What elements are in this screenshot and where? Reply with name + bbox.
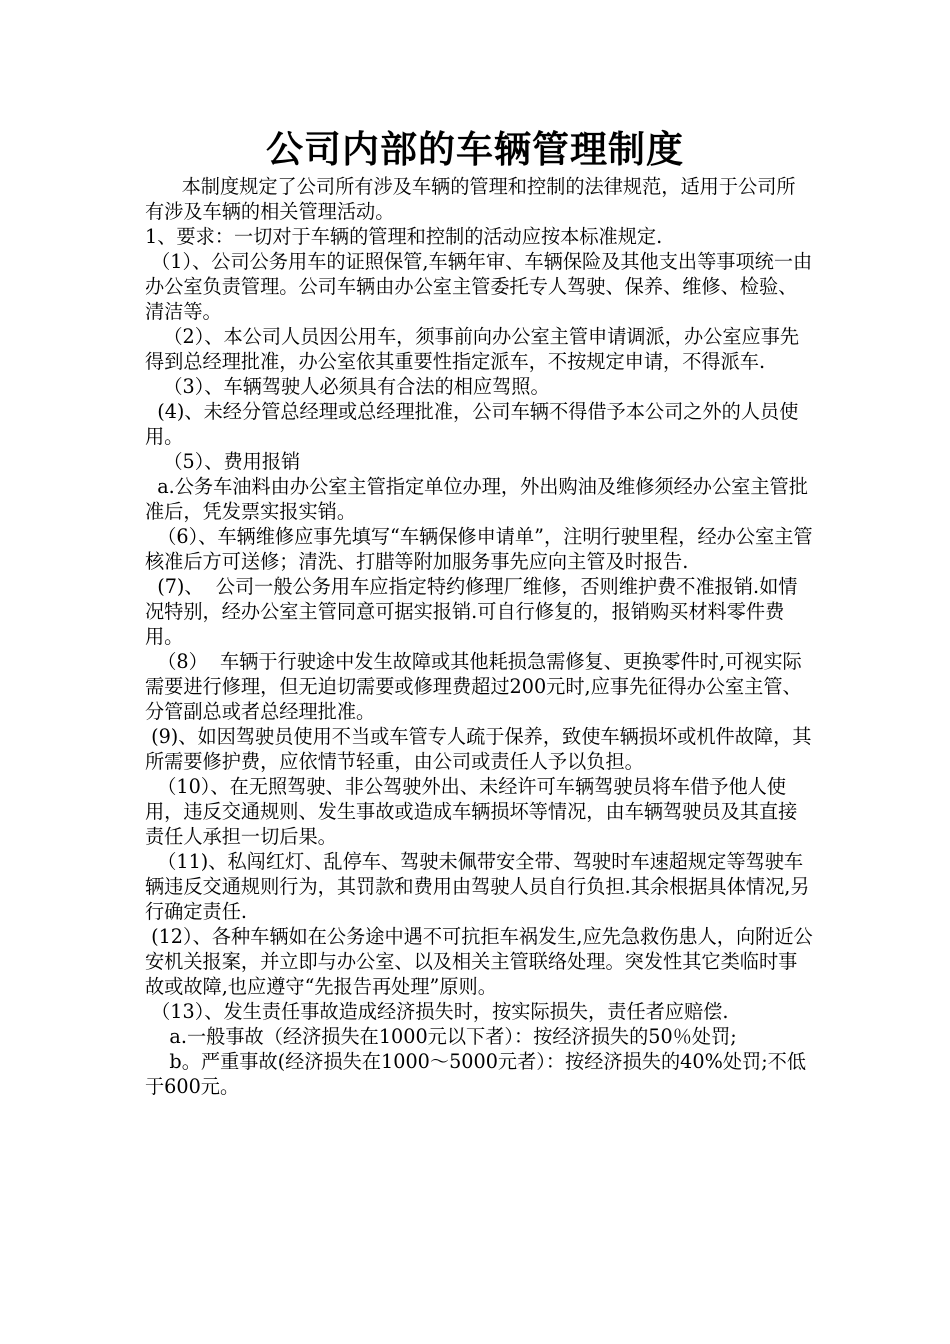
paragraph-item-12: (12）、各种车辆如在公务途中遇不可抗拒车祸发生,应先急救伤患人，向附近公安机关报案，并立即与办公室、以及相关主管联络处理。突发性其它类临时事故或故障,也应遵守“先报告再处理”原则。	[145, 925, 813, 998]
paragraph-item-13a: a.一般事故（经济损失在1000元以下者）：按经济损失的50％处罚;	[145, 1025, 737, 1048]
paragraph-item-8: （8） 车辆于行驶途中发生故障或其他耗损急需修复、更换零件时,可视实际需要进行修理，但无迫切需要或修理费超过200元时,应事先征得办公室主管、分管副总或者总经理批准。	[145, 650, 802, 723]
paragraph-requirements: 1、要求：一切对于车辆的管理和控制的活动应按本标准规定.	[145, 225, 663, 248]
paragraph-item-13: （13）、发生责任事故造成经济损失时，按实际损失，责任者应赔偿.	[145, 1000, 729, 1023]
paragraph-item-5: （5）、费用报销	[145, 450, 301, 473]
paragraph-item-1: （1）、公司公务用车的证照保管,车辆年审、车辆保险及其他支出等事项统一由办公室负责管理。公司车辆由办公室主管委托专人驾驶、保养、维修、检验、清洁等。	[145, 250, 813, 323]
paragraph-item-11: （11)、私闯红灯、乱停车、驾驶未佩带安全带、驾驶时车速超规定等驾驶车辆违反交通规则行为，其罚款和费用由驾驶人员自行负担.其余根据具体情况,另行确定责任.	[145, 850, 810, 923]
paragraph-item-9: (9)、如因驾驶员使用不当或车管专人疏于保养，致使车辆损坏或机件故障，其所需要修护费，应依情节轻重，由公司或责任人予以负担。	[145, 725, 812, 773]
paragraph-item-5a: a.公务车油料由办公室主管指定单位办理，外出购油及维修须经办公室主管批准后，凭发票实报实销。	[145, 475, 808, 523]
paragraph-item-4: (4)、未经分管总经理或总经理批准，公司车辆不得借予本公司之外的人员使用。	[145, 400, 799, 448]
paragraph-item-2: （2）、本公司人员因公用车，须事前向办公室主管申请调派，办公室应事先得到总经理批准，办公室依其重要性指定派车，不按规定申请，不得派车.	[145, 325, 800, 373]
document-title: 公司内部的车辆管理制度	[266, 128, 684, 171]
paragraph-intro: 本制度规定了公司所有涉及车辆的管理和控制的法律规范，适用于公司所有涉及车辆的相关管理活动。	[145, 175, 796, 223]
paragraph-item-10: （10）、在无照驾驶、非公驾驶外出、未经许可车辆驾驶员将车借予他人使用，违反交通规则、发生事故或造成车辆损坏等情况，由车辆驾驶员及其直接责任人承担一切后果。	[145, 775, 798, 848]
paragraph-item-7: (7)、 公司一般公务用车应指定特约修理厂维修，否则维护费不准报销.如情况特别，经办公室主管同意可据实报销.可自行修复的，报销购买材料零件费用。	[145, 575, 798, 648]
document-body	[145, 174, 813, 1099]
paragraph-item-3: （3）、车辆驾驶人必须具有合法的相应驾照。	[145, 375, 550, 398]
paragraph-item-6: （6）、车辆维修应事先填写“车辆保修申请单”，注明行驶里程，经办公室主管核准后方可送修；清洗、打腊等附加服务事先应向主管及时报告.	[145, 525, 813, 573]
paragraph-item-13b: b。严重事故(经济损失在1000～5000元者）：按经济损失的40%处罚;不低于600元。	[145, 1050, 807, 1098]
